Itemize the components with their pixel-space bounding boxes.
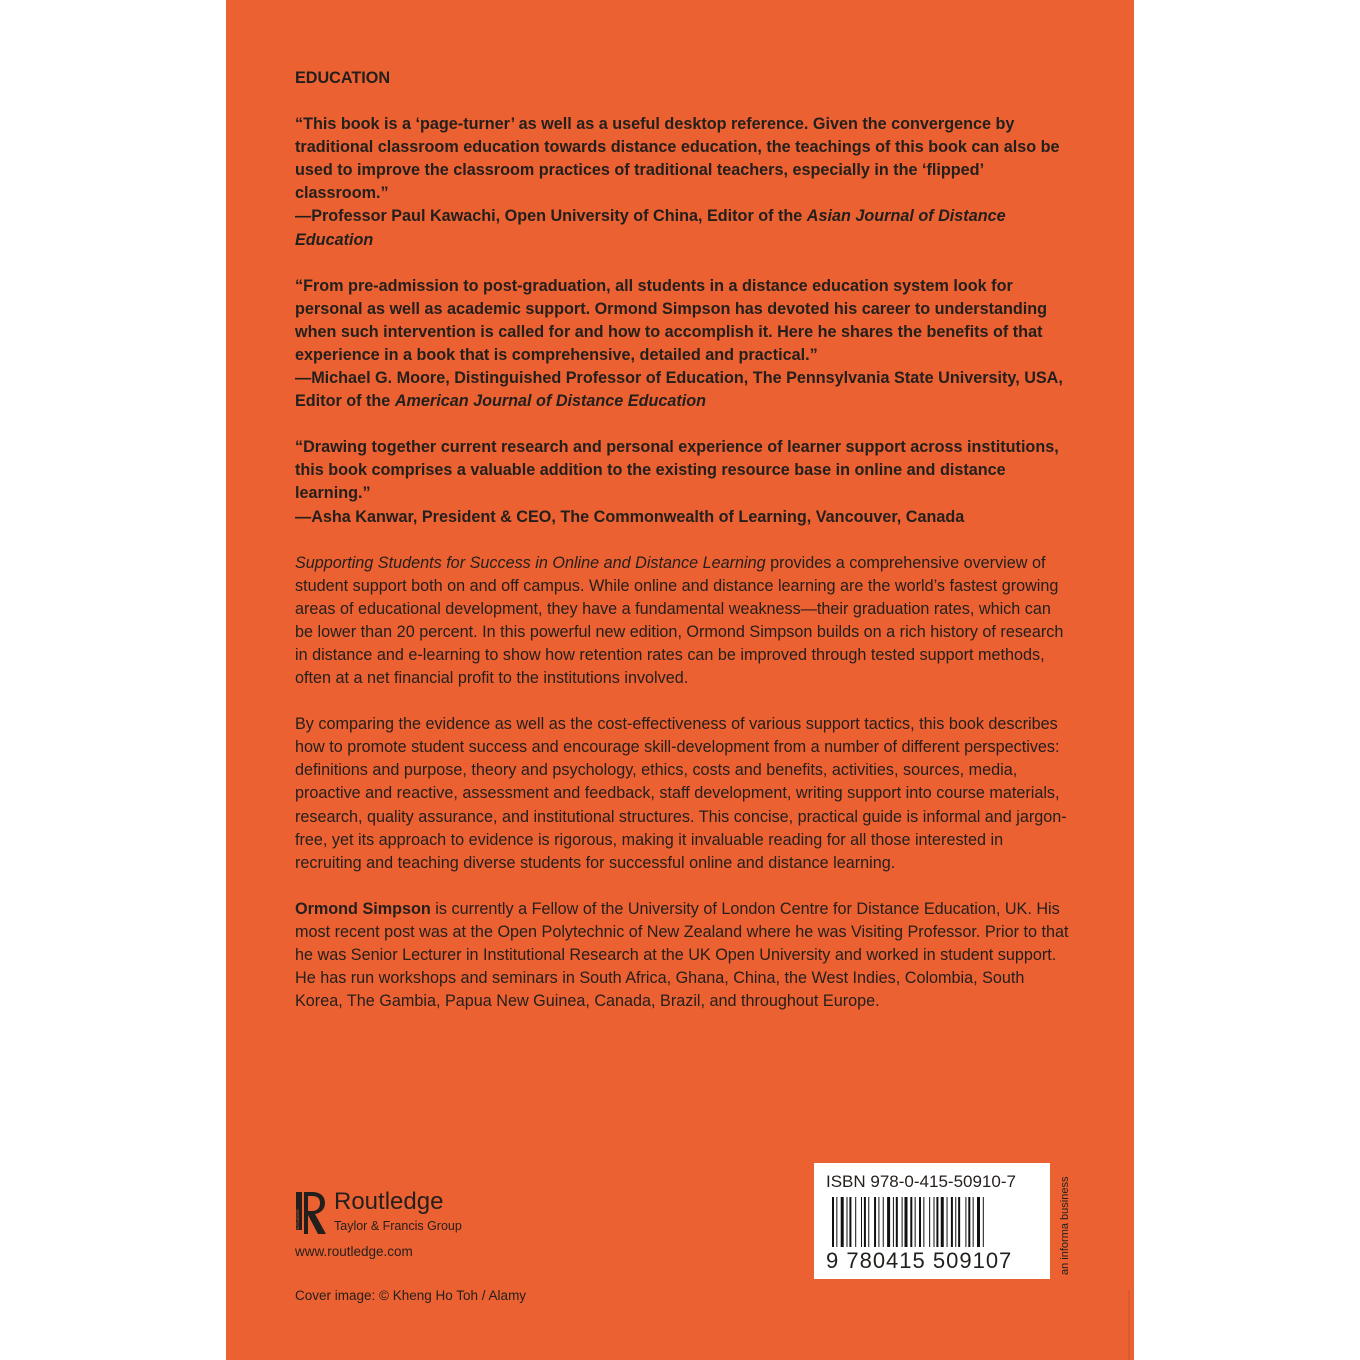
- endorsement-quote: [295, 436, 1070, 528]
- author-name: Ormond Simpson: [295, 899, 431, 918]
- attribution-journal: Asian Journal of Distance Education: [295, 207, 1006, 249]
- barcode-bar: [951, 1197, 953, 1247]
- isbn-barcode: [814, 1163, 1050, 1279]
- barcode-bar: [929, 1197, 930, 1247]
- barcode-bar: [893, 1197, 894, 1247]
- cover-credit: Cover image: © Kheng Ho Toh / Alamy: [295, 1288, 527, 1303]
- quote-attribution: [295, 506, 1070, 529]
- barcode-bar: [896, 1197, 898, 1247]
- publisher-group: Taylor & Francis Group: [334, 1219, 462, 1233]
- cover-text: [295, 67, 1070, 1036]
- barcode-bar: [958, 1197, 960, 1247]
- barcode-bar: [874, 1197, 876, 1247]
- barcode-bar: [977, 1197, 980, 1247]
- barcode-bar: [864, 1197, 866, 1247]
- barcode-bar: [936, 1197, 938, 1247]
- barcode-bar: [968, 1197, 970, 1247]
- quote-attribution: [295, 367, 1070, 413]
- book-title: Supporting Students for Success in Online and Distance Learning: [295, 553, 766, 572]
- attribution-text: —Professor Paul Kawachi, Open University of China, Editor of the: [295, 207, 807, 226]
- barcode-bar: [878, 1197, 879, 1247]
- attribution-journal: American Journal of Distance Education: [394, 392, 707, 411]
- barcode-bar: [832, 1197, 834, 1247]
- barcode-bar: [965, 1197, 966, 1247]
- barcode-bar: [947, 1197, 948, 1247]
- barcode-bar: [861, 1197, 862, 1247]
- isbn-digits: 9 780415 509107: [826, 1248, 1013, 1273]
- quote-text: “Drawing together current research and personal experience of learner support across institutions, this book comprises a valuable addition to the existing resource base in online and distance learning.”: [295, 438, 1059, 503]
- barcode-bar: [955, 1197, 956, 1247]
- attribution-text: —Asha Kanwar, President & CEO, The Commonwealth of Learning, Vancouver, Canada: [295, 507, 965, 526]
- quote-text: “From pre-admission to post-graduation, all students in a distance education system look for personal as well as academic support. Ormond Simpson has devoted his career to understanding when such intervention is called for and how to accomplish it. Here he shares the benefits of that experience in a book that is comprehensive, detailed and practical.”: [295, 276, 1048, 364]
- endorsement-quote: [295, 275, 1070, 414]
- barcode-bar: [983, 1197, 984, 1247]
- barcode-bar: [887, 1197, 890, 1247]
- barcode-bars: [832, 1197, 1032, 1247]
- quote-attribution: [295, 205, 1070, 251]
- cover-edge: [1128, 1290, 1130, 1360]
- book-back-cover: [226, 0, 1134, 1360]
- barcode-bar: [923, 1197, 924, 1247]
- barcode-bar: [841, 1197, 844, 1247]
- barcode-bar: [868, 1197, 869, 1247]
- publisher-logo: [294, 1186, 554, 1236]
- barcode-bar: [941, 1197, 944, 1247]
- publisher-name: Routledge: [334, 1188, 444, 1215]
- informa-tagline: [1050, 1168, 1076, 1278]
- barcode-bar: [849, 1197, 851, 1247]
- quote-text: “This book is a ‘page-turner’ as well as a useful desktop reference. Given the convergence by traditional classroom education towards distance education, the teachings of this book can also be used to improve the classroom practices of traditional teachers, especially in the ‘flipped’ classroom.”: [295, 115, 1060, 203]
- author-bio: [295, 898, 1070, 1013]
- subject-heading: EDUCATION: [295, 69, 391, 87]
- informa-text: an informa business: [1059, 1176, 1071, 1275]
- description-paragraph: [295, 552, 1070, 691]
- barcode-bar: [847, 1197, 848, 1247]
- barcode-bar: [910, 1197, 912, 1247]
- barcode-bar: [973, 1197, 974, 1247]
- routledge-logo-icon: [294, 1190, 328, 1236]
- barcode-bar: [905, 1197, 908, 1247]
- logo-mark-text: ROUTLEDGE: [295, 1209, 300, 1234]
- barcode-bar: [934, 1197, 935, 1247]
- description-text: provides a comprehensive overview of student support both on and off campus. While online and distance learning are the world’s fastest growing areas of educational development, they have a fundamental weakness—their graduation rates, which can be lower than 20 percent. In this powerful new edition, Ormond Simpson builds on a rich history of research in distance and e-learning to show how retention rates can be improved through tested support methods, often at a net financial profit to the institutions involved.: [295, 553, 1064, 688]
- barcode-bar: [915, 1197, 916, 1247]
- publisher-url[interactable]: www.routledge.com: [295, 1244, 413, 1259]
- attribution-text: —Michael G. Moore, Distinguished Professor of Education, The Pennsylvania State University, USA, Editor of the: [295, 369, 1063, 411]
- endorsement-quote: [295, 113, 1070, 252]
- isbn-label: ISBN 978-0-415-50910-7: [826, 1172, 1016, 1191]
- description-paragraph: By comparing the evidence as well as the cost-effectiveness of various support tactics, this book describes how to promote student success and encourage skill-development from a number of different perspectives: definitions and purpose, theory and psychology, ethics, costs and benefits, activities, sources, media, proactive and reactive, assessment and feedback, staff development, writing support into course materials, research, quality assurance, and institutional structures. This concise, practical guide is informal and jargon-free, yet its approach to evidence is rigorous, making it invaluable reading for all those interested in recruiting and teaching diverse students for successful online and distance learning.: [295, 715, 1067, 872]
- barcode-bar: [836, 1197, 837, 1247]
- barcode-bar: [855, 1197, 856, 1247]
- barcode-bar: [902, 1197, 903, 1247]
- author-bio-text: is currently a Fellow of the University of London Centre for Distance Education, UK. His most recent post was at the Open Polytechnic of New Zealand where he was Visiting Professor. Prior to that he was Senior Lecturer in Institutional Research at the UK Open University and worked in student support. He has run workshops and seminars in South Africa, Ghana, China, the West Indies, Colombia, South Korea, The Gambia, Papua New Guinea, Canada, Brazil, and throughout Europe.: [295, 899, 1069, 1011]
- barcode-bar: [919, 1197, 921, 1247]
- barcode-bar: [883, 1197, 884, 1247]
